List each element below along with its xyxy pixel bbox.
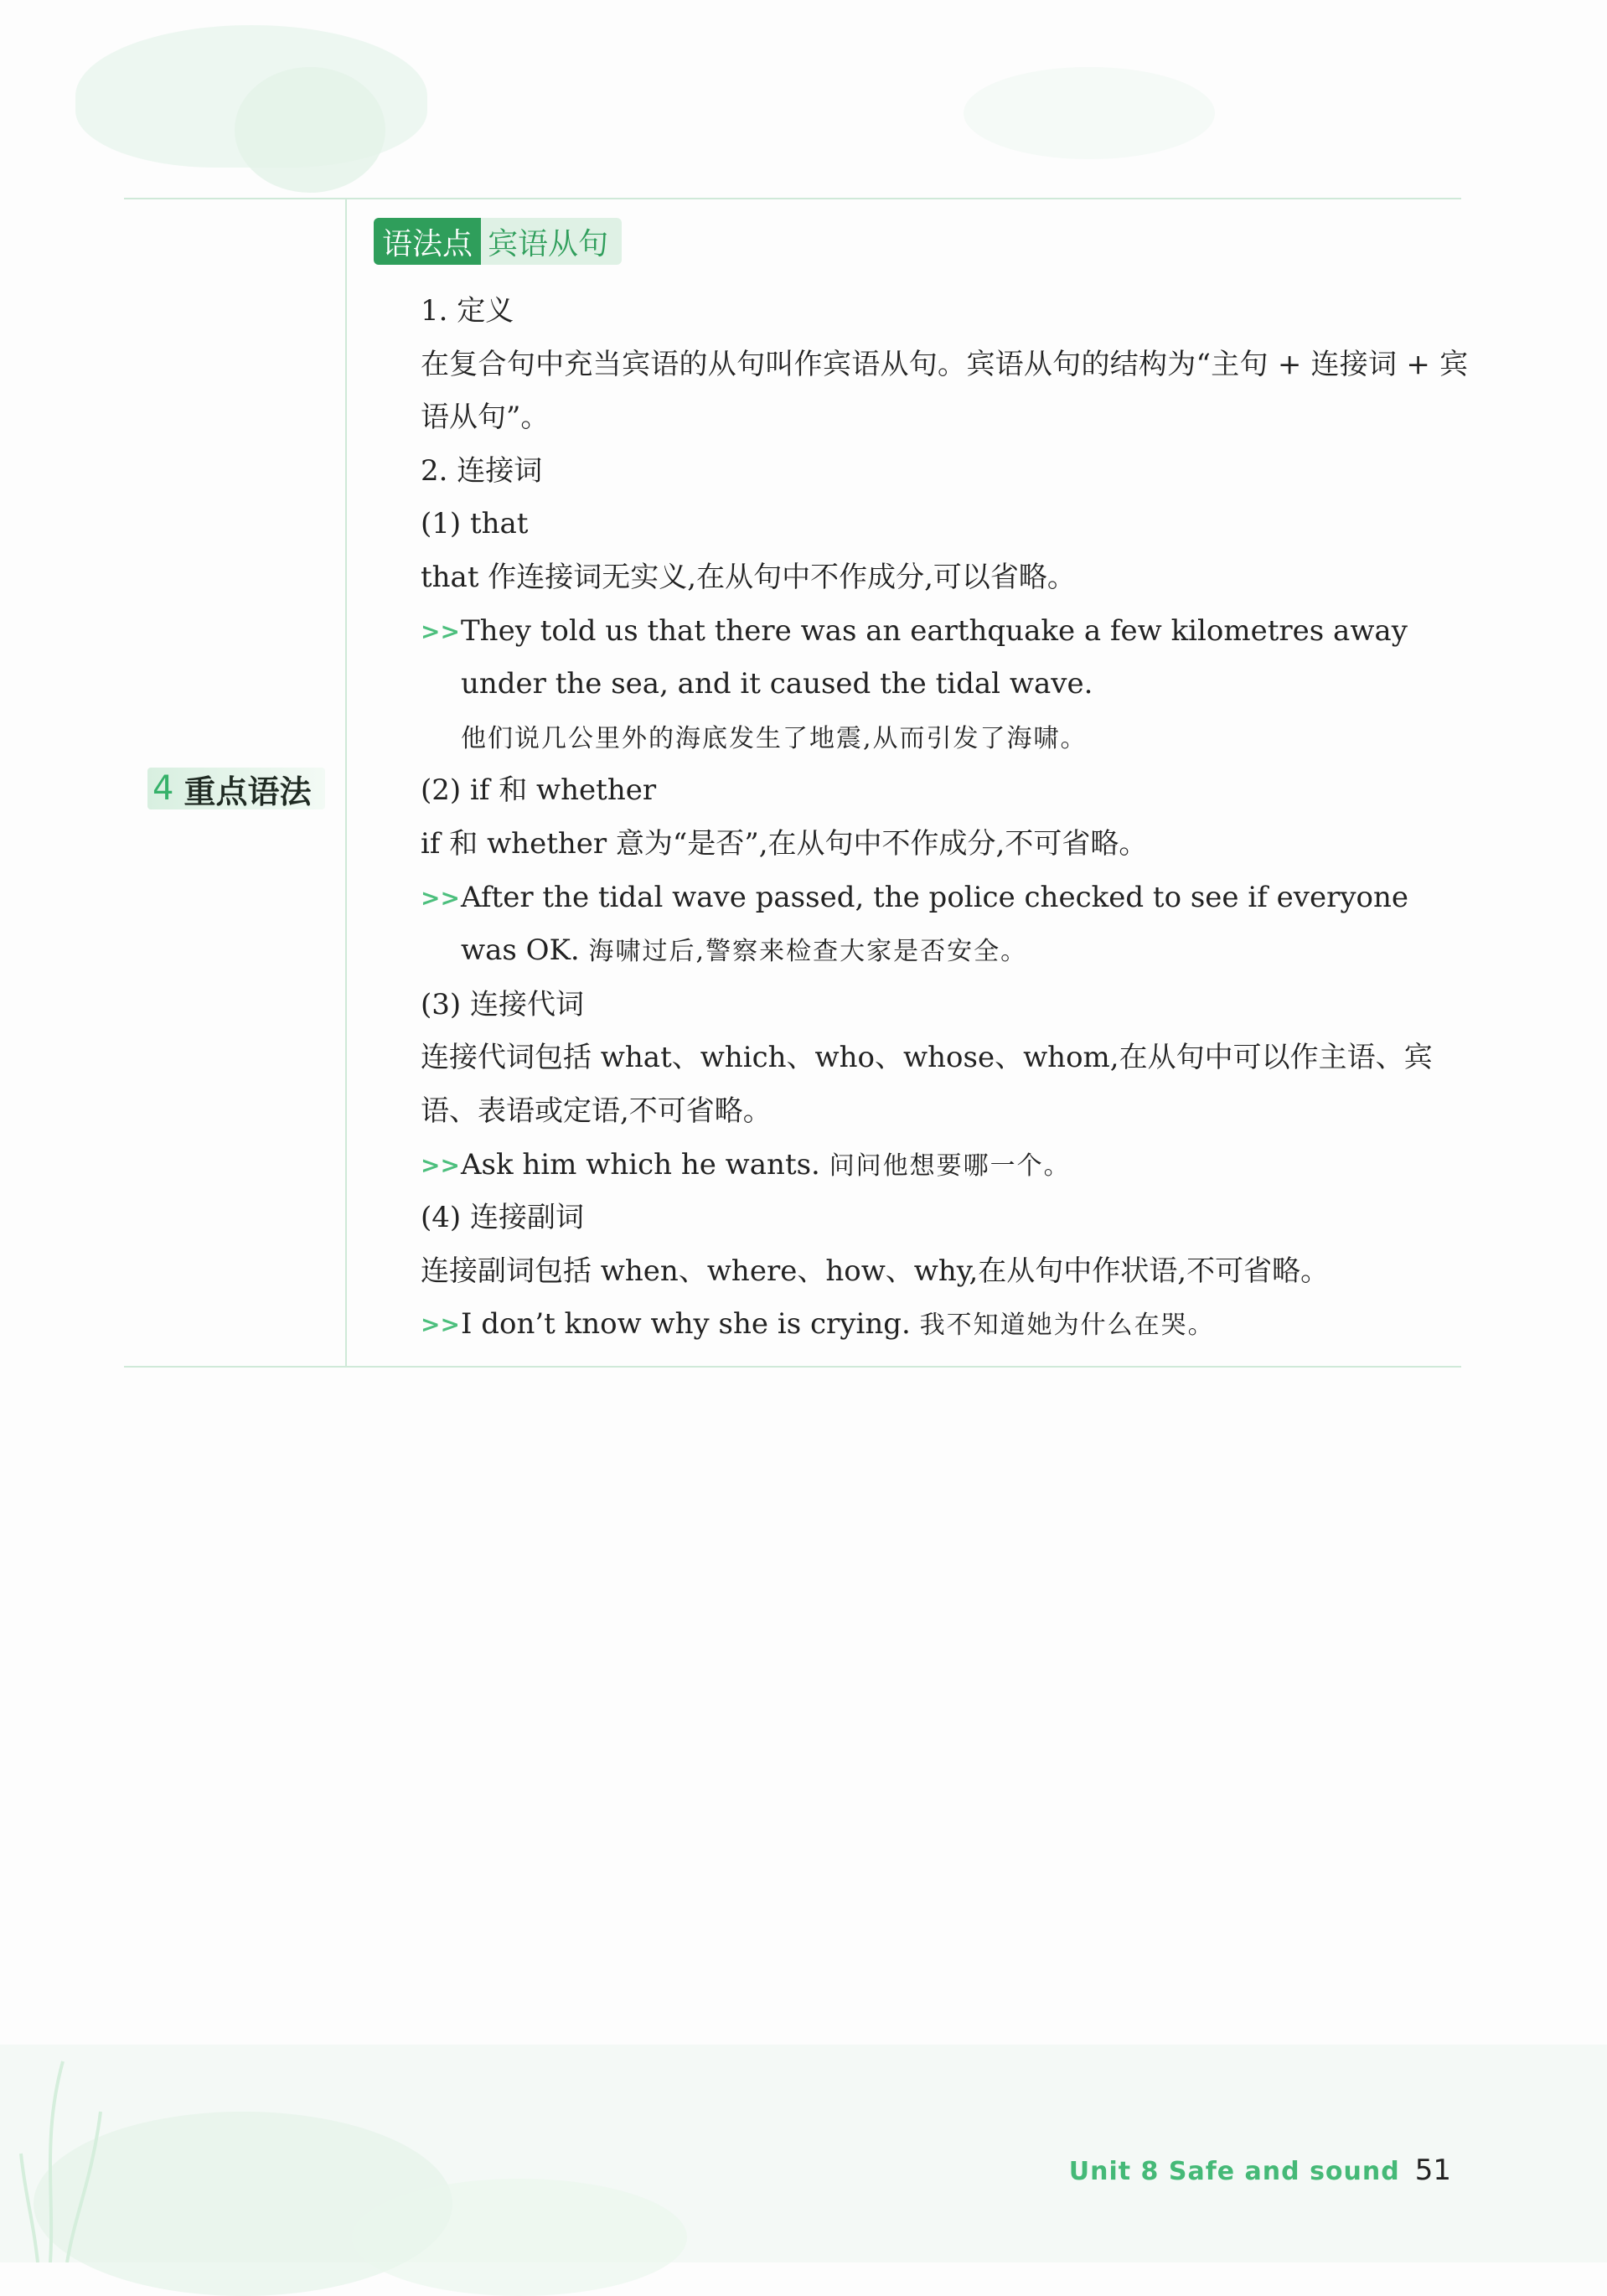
- example-chinese: 我不知道她为什么在哭。: [919, 1311, 1215, 1341]
- example-chinese: 问问他想要哪一个。: [829, 1151, 1071, 1181]
- example-sentence: [421, 605, 1468, 711]
- example-english: They told us that there was an earthquake a few kilometres away under the sea, and it caused the tidal wave.: [461, 613, 1408, 701]
- example-translation: [421, 711, 1468, 765]
- table-bottom-rule: [124, 1366, 1461, 1368]
- page-number: 51: [1414, 2154, 1451, 2187]
- section-label: [147, 761, 340, 816]
- table-column-divider: [345, 198, 347, 1368]
- definition-text: 在复合句中充当宾语的从句叫作宾语从句。宾语从句的结构为“主句 + 连接词 + 宾语从句”。: [421, 347, 1468, 435]
- item-heading: (3) 连接代词: [421, 987, 584, 1021]
- item-explanation: that 作连接词无实义,在从句中不作成分,可以省略。: [421, 560, 1076, 594]
- item-heading: (1) that: [421, 507, 529, 541]
- example-english: I don’t know why she is crying.: [461, 1307, 911, 1342]
- item-explanation: 连接副词包括 when、where、how、why,在从句中作状语,不可省略。: [421, 1254, 1330, 1288]
- double-chevron-right-icon: >>: [421, 1311, 460, 1339]
- grammar-point-tag: 语法点: [374, 218, 481, 265]
- example-sentence: [421, 1139, 1468, 1192]
- double-chevron-right-icon: >>: [421, 617, 460, 645]
- item-explanation: if 和 whether 意为“是否”,在从句中不作成分,不可省略。: [421, 826, 1148, 861]
- example-english: Ask him which he wants.: [461, 1147, 820, 1182]
- background-bottom-bush-2: [352, 2179, 687, 2296]
- example-chinese: 海啸过后,警察来检查大家是否安全。: [588, 937, 1028, 967]
- item-heading: (2) if 和 whether: [421, 773, 657, 808]
- page-footer: [1069, 2154, 1451, 2187]
- item-explanation: 连接代词包括 what、which、who、whose、whom,在从句中可以作主语、宾语、表语或定语,不可省略。: [421, 1041, 1433, 1128]
- section-title: 重点语法: [183, 773, 312, 810]
- grass-decoration-icon: [17, 2011, 117, 2262]
- unit-title: Unit 8 Safe and sound: [1068, 2157, 1400, 2186]
- item-heading: (4) 连接副词: [421, 1201, 584, 1235]
- background-cloud-top-right: [964, 67, 1215, 159]
- connectives-heading: 2. 连接词: [421, 453, 543, 488]
- double-chevron-right-icon: >>: [421, 883, 460, 912]
- double-chevron-right-icon: >>: [421, 1151, 460, 1179]
- table-top-rule: [124, 198, 1461, 199]
- example-english: After the tidal wave passed, the police checked to see if everyone was OK.: [461, 880, 1409, 968]
- grammar-content: [421, 285, 1468, 1352]
- background-cloud-top-small: [235, 67, 385, 193]
- example-sentence: [421, 1298, 1468, 1352]
- example-sentence: [421, 871, 1468, 979]
- definition-heading: 1. 定义: [421, 294, 514, 328]
- section-number: 4: [152, 769, 174, 808]
- grammar-point-title: 宾语从句: [481, 218, 622, 265]
- example-chinese: 他们说几公里外的海底发生了地震,从而引发了海啸。: [461, 723, 1088, 753]
- grammar-point-header: [374, 218, 622, 265]
